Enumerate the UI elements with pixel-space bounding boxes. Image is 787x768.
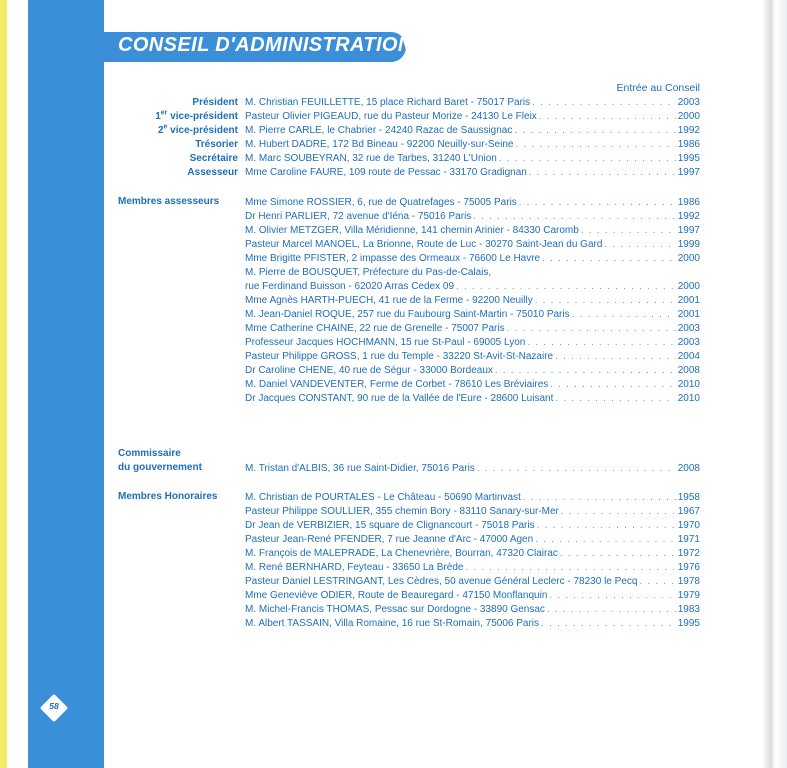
entry-year: 2003: [677, 337, 700, 348]
leader-dots: [572, 308, 676, 321]
list-item: [0, 462, 787, 475]
entry-year: 1997: [677, 225, 700, 236]
leader-dots: [581, 224, 676, 237]
leader-dots: [465, 561, 675, 574]
entry-year: 1986: [677, 139, 700, 150]
member-name: Dr Jean de VERBIZIER, 15 square de Clignancourt - 75018 Paris: [245, 520, 535, 531]
entry-year: 1971: [677, 534, 700, 545]
member-address: rue Ferdinand Buisson - 62020 Arras Cedex 09: [245, 281, 455, 292]
list-item: [0, 210, 787, 223]
entry-year: 1983: [677, 604, 700, 615]
bureau-row: [0, 124, 787, 137]
entry-year: 2003: [677, 97, 700, 108]
list-item: [0, 519, 787, 532]
entry-year: 2008: [677, 463, 700, 474]
list-item: [0, 491, 787, 504]
leader-dots: [561, 505, 676, 518]
role-label: Président: [192, 97, 238, 108]
member-name: M. Jean-Daniel ROQUE, 257 rue du Faubourg Saint-Martin - 75010 Paris: [245, 309, 570, 320]
entry-year: 1967: [677, 506, 700, 517]
bureau-row: [0, 152, 787, 165]
leader-dots: [550, 378, 675, 391]
bureau-row: [0, 166, 787, 179]
member-name: Pasteur Olivier PIGEAUD, rue du Pasteur Morize - 24130 Le Fleix: [245, 111, 537, 122]
entry-year: 1997: [677, 167, 700, 178]
entry-year: 1979: [677, 590, 700, 601]
member-name: Mme Brigitte PFISTER, 2 impasse des Ormeaux - 76600 Le Havre: [245, 253, 541, 264]
member-name: M. Marc SOUBEYRAN, 32 rue de Tarbes, 31240 L'Union: [245, 153, 497, 164]
role-label: Assesseur: [187, 167, 238, 178]
list-item: [0, 336, 787, 349]
member-name: Pasteur Daniel LESTRINGANT, Les Cèdres, 50 avenue Général Leclerc - 78230 le Pecq: [245, 576, 638, 587]
member-name: M. Hubert DADRE, 172 Bd Bineau - 92200 Neuilly-sur-Seine: [245, 139, 514, 150]
list-item: [0, 617, 787, 630]
member-name: Pasteur Jean-René PFENDER, 7 rue Jeanne d'Arc - 47000 Agen: [245, 534, 534, 545]
list-item: [0, 350, 787, 363]
list-item: [0, 547, 787, 560]
leader-dots: [541, 617, 676, 630]
entry-year: 2000: [677, 281, 700, 292]
leader-dots: [539, 110, 676, 123]
member-name: M. François de MALEPRADE, La Chenevrière, Bourran, 47320 Clairac: [245, 548, 558, 559]
member-name: Pasteur Philippe GROSS, 1 rue du Temple - 33220 St-Avit-St-Nazaire: [245, 351, 554, 362]
entry-year: 1972: [677, 548, 700, 559]
leader-dots: [532, 96, 676, 109]
leader-dots: [604, 238, 675, 251]
leader-dots: [535, 294, 676, 307]
entry-column-header: Entrée au Conseil: [616, 82, 700, 94]
leader-dots: [456, 280, 676, 293]
role-label: 2e vice-président: [157, 123, 238, 136]
entry-year: 1992: [677, 125, 700, 136]
member-name: Mme Caroline FAURE, 109 route de Pessac - 33170 Gradignan: [245, 167, 527, 178]
leader-dots: [527, 336, 675, 349]
list-item: [0, 603, 787, 616]
entry-year: 2010: [677, 393, 700, 404]
list-item: [0, 322, 787, 335]
list-item: [0, 589, 787, 602]
list-item: [0, 575, 787, 588]
member-name: M. Christian de POURTALES - Le Château - 50690 Martinvast: [245, 492, 521, 503]
entry-year: 1999: [677, 239, 700, 250]
list-item: [0, 266, 787, 279]
member-name: M. René BERNHARD, Feyteau - 33650 La Brède: [245, 562, 464, 573]
bureau-row: [0, 138, 787, 151]
entry-year: 2001: [677, 309, 700, 320]
leader-dots: [535, 533, 676, 546]
role-label: Trésorier: [195, 139, 238, 150]
leader-dots: [473, 210, 675, 223]
member-name: Pasteur Philippe SOULLIER, 355 chemin Bory - 83110 Sanary-sur-Mer: [245, 506, 559, 517]
list-item: [0, 280, 787, 293]
leader-dots: [519, 196, 676, 209]
member-name: Mme Agnès HARTH-PUECH, 41 rue de la Ferme - 92200 Neuilly: [245, 295, 533, 306]
entry-year: 1992: [677, 211, 700, 222]
member-name: M. Tristan d'ALBIS, 36 rue Saint-Didier, 75016 Paris: [245, 463, 475, 474]
leader-dots: [514, 124, 675, 137]
page-number-badge: [40, 694, 68, 722]
member-name: Dr Henri PARLIER, 72 avenue d'Iéna - 75016 Paris: [245, 211, 472, 222]
entry-year: 2000: [677, 111, 700, 122]
member-name: M. Pierre de BOUSQUET, Préfecture du Pas-de-Calais,: [245, 267, 492, 278]
list-item: [0, 294, 787, 307]
list-item: [0, 533, 787, 546]
member-name: Professeur Jacques HOCHMANN, 15 rue St-Paul - 69005 Lyon: [245, 337, 526, 348]
role-label: Secrétaire: [189, 153, 238, 164]
list-item: [0, 364, 787, 377]
leader-dots: [547, 603, 676, 616]
member-name: Pasteur Marcel MANOEL, La Brionne, Route de Luc - 30270 Saint-Jean du Gard: [245, 239, 603, 250]
member-name: Dr Jacques CONSTANT, 90 rue de la Vallée de l'Eure - 28600 Luisant: [245, 393, 554, 404]
leader-dots: [560, 547, 676, 560]
bureau-row: [0, 96, 787, 109]
list-item: [0, 252, 787, 265]
member-name: M. Olivier METZGER, Villa Méridienne, 141 chemin Arinier - 84330 Caromb: [245, 225, 579, 236]
leader-dots: [639, 575, 675, 588]
member-name: M. Albert TASSAIN, Villa Romaine, 16 rue St-Romain, 75006 Paris: [245, 618, 540, 629]
entry-year: 1976: [677, 562, 700, 573]
entry-year: 2000: [677, 253, 700, 264]
role-label: 1er vice-président: [155, 109, 238, 122]
member-name: M. Christian FEUILLETTE, 15 place Richard Baret - 75017 Paris: [245, 97, 531, 108]
leader-dots: [542, 252, 676, 265]
list-item: [0, 378, 787, 391]
bureau-row: [0, 110, 787, 123]
entry-year: 2004: [677, 351, 700, 362]
page-title: CONSEIL D'ADMINISTRATION: [118, 34, 413, 56]
entry-year: 1958: [677, 492, 700, 503]
member-name: Mme Catherine CHAINE, 22 rue de Grenelle - 75007 Paris: [245, 323, 505, 334]
entry-year: 1978: [677, 576, 700, 587]
list-item: [0, 308, 787, 321]
list-item: [0, 196, 787, 209]
member-name: Mme Geneviève ODIER, Route de Beauregard - 47150 Monflanquin: [245, 590, 548, 601]
section-label-commissaire: Commissaire: [118, 448, 181, 459]
member-name: M. Pierre CARLE, le Chabrier - 24240 Razac de Saussignac: [245, 125, 513, 136]
member-name: M. Daniel VANDEVENTER, Ferme de Corbet - 78610 Les Bréviaires: [245, 379, 549, 390]
list-item: [0, 561, 787, 574]
leader-dots: [523, 491, 676, 504]
leader-dots: [499, 152, 676, 165]
leader-dots: [477, 462, 676, 475]
list-item: [0, 224, 787, 237]
entry-year: 2003: [677, 323, 700, 334]
leader-dots: [515, 138, 675, 151]
list-item: [0, 238, 787, 251]
list-item: [0, 505, 787, 518]
leader-dots: [507, 322, 676, 335]
leader-dots: [537, 519, 676, 532]
entry-year: 1995: [677, 153, 700, 164]
member-name: Dr Caroline CHENE, 40 rue de Ségur - 33000 Bordeaux: [245, 365, 493, 376]
leader-dots: [549, 589, 675, 602]
entry-year: 2001: [677, 295, 700, 306]
section-label-honoraires: Membres Honoraires: [118, 491, 218, 502]
section-label-assesseurs: Membres assesseurs: [118, 196, 220, 207]
leader-dots: [529, 166, 676, 179]
member-name: Mme Simone ROSSIER, 6, rue de Quatrefages - 75005 Paris: [245, 197, 517, 208]
list-item: [0, 392, 787, 405]
member-name: M. Michel-Francis THOMAS, Pessac sur Dordogne - 33890 Gensac: [245, 604, 545, 615]
leader-dots: [495, 364, 676, 377]
entry-year: 1995: [677, 618, 700, 629]
leader-dots: [555, 392, 675, 405]
entry-year: 2008: [677, 365, 700, 376]
section-label-commissaire-2: du gouvernement: [118, 462, 202, 473]
entry-year: 1986: [677, 197, 700, 208]
page-number: 58: [49, 701, 59, 711]
entry-year: 1970: [677, 520, 700, 531]
entry-year: 2010: [677, 379, 700, 390]
leader-dots: [555, 350, 676, 363]
